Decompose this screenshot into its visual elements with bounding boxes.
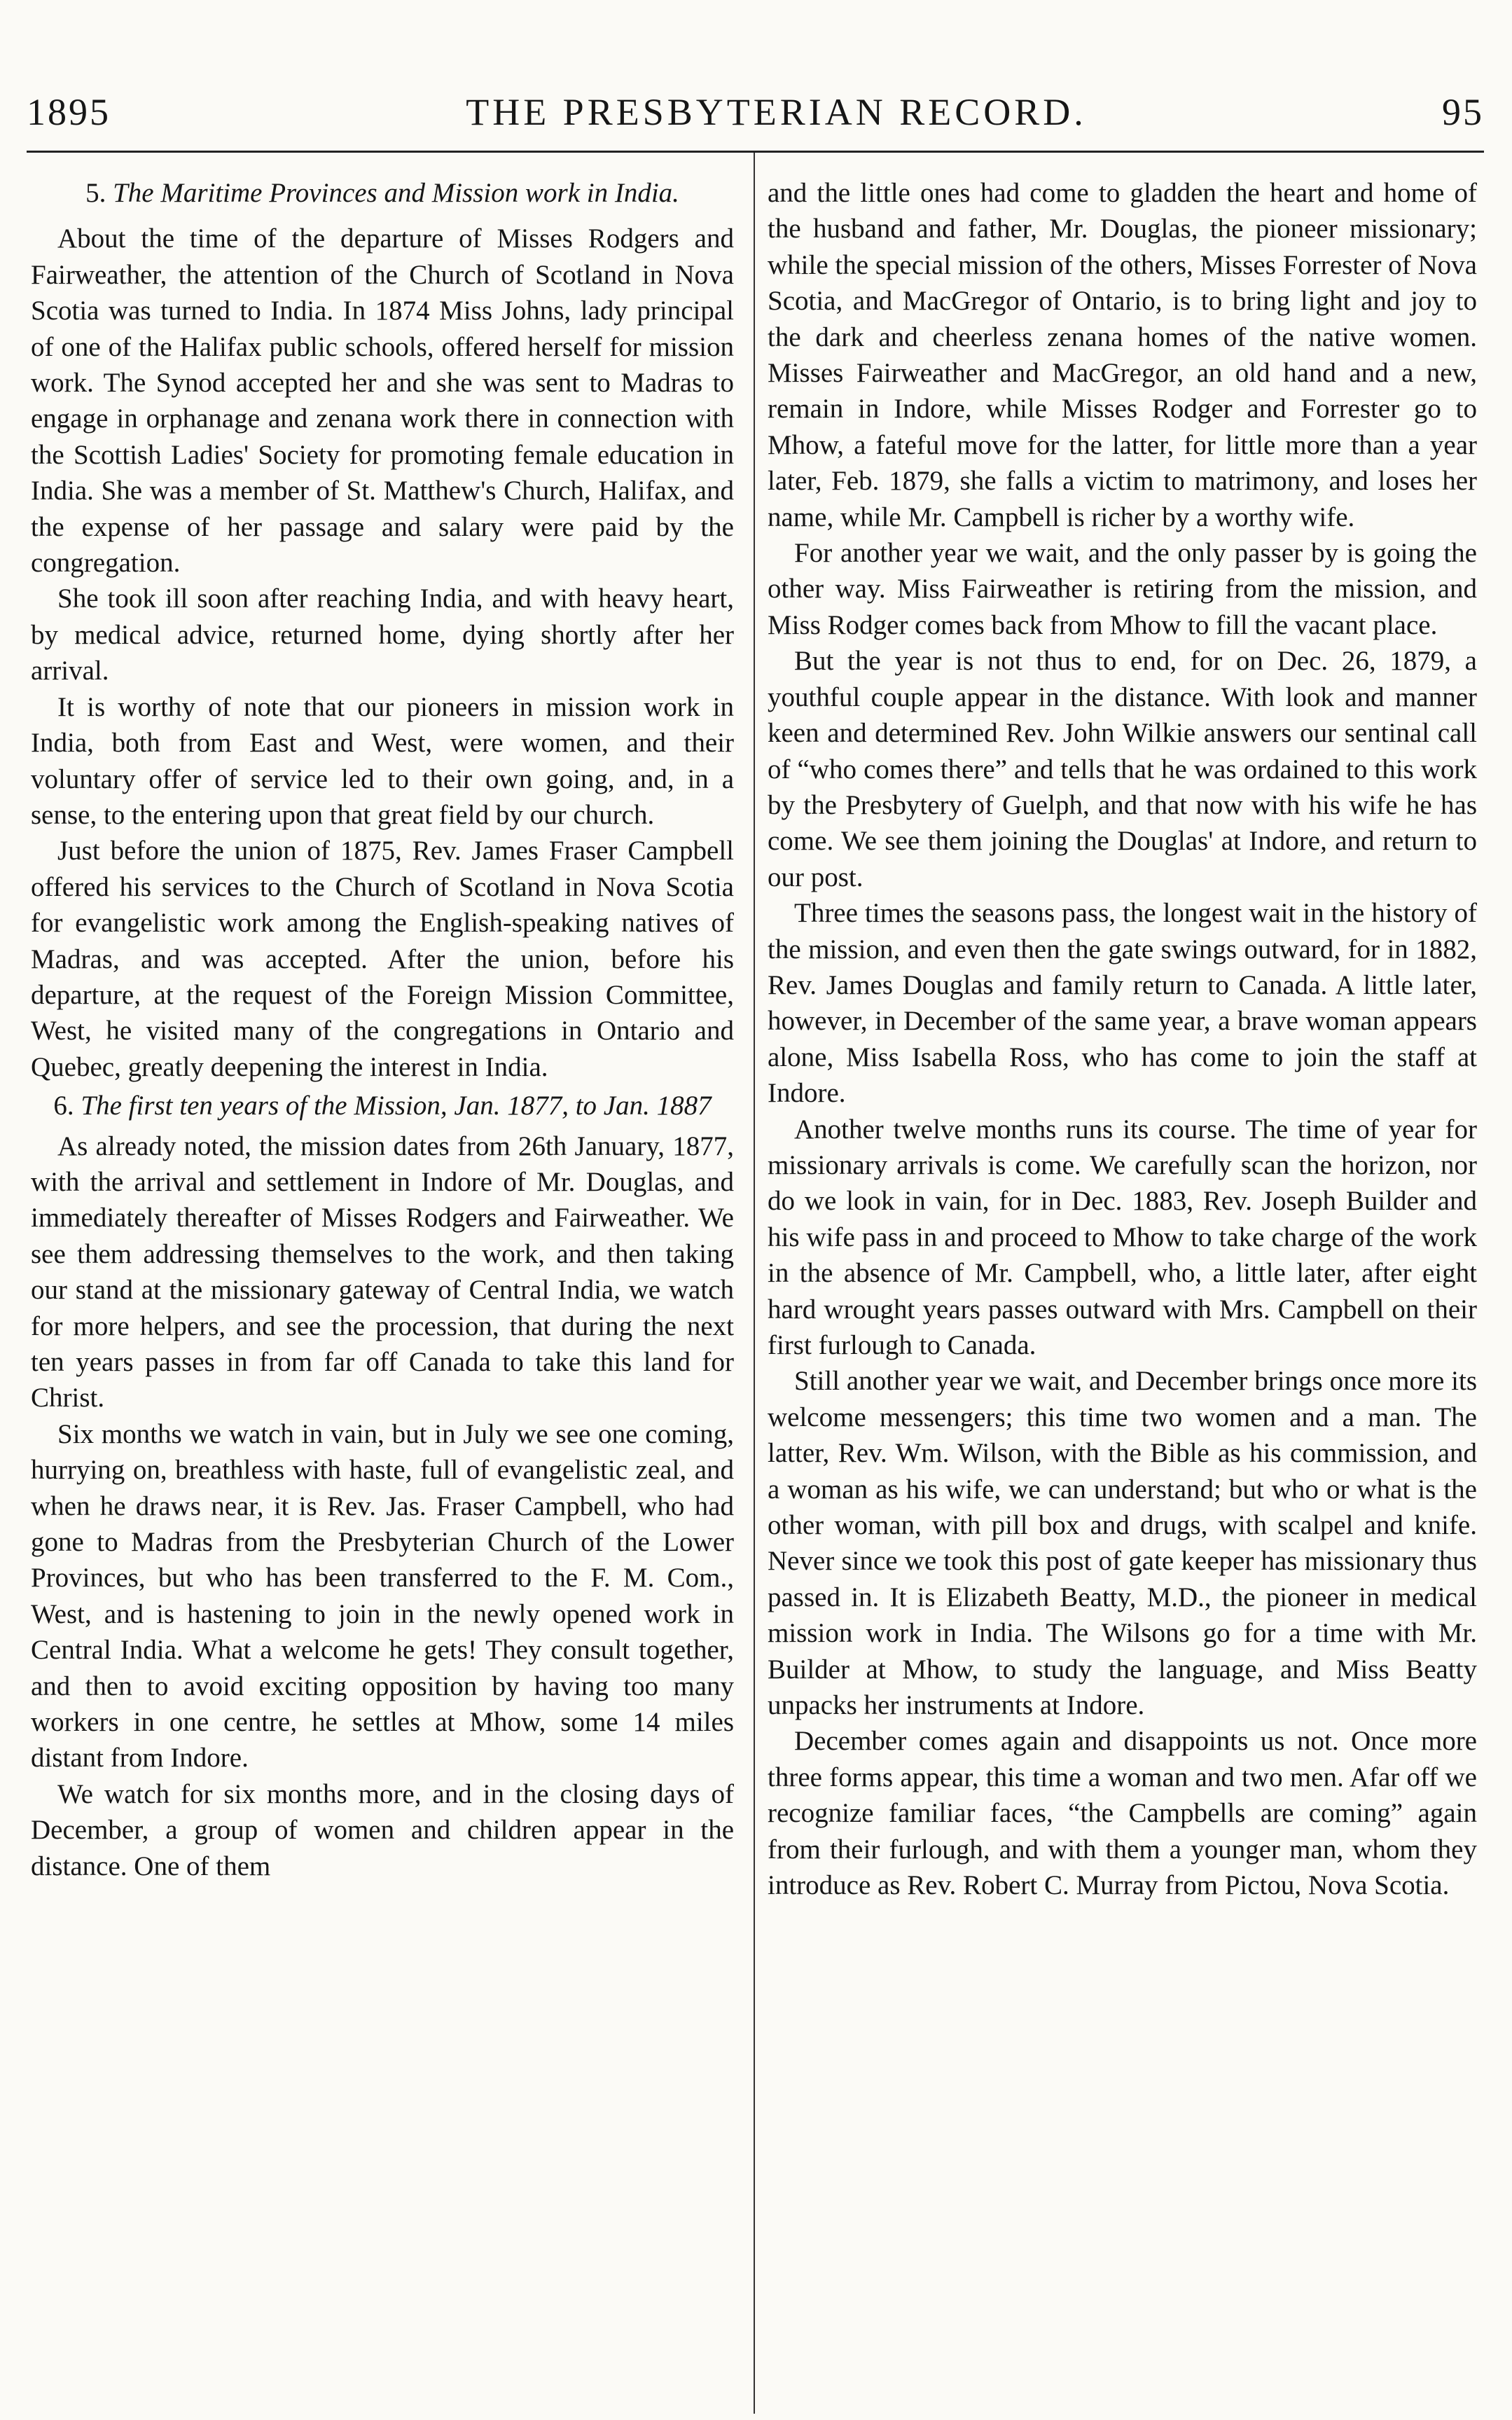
journal-title: THE PRESBYTERIAN RECORD. — [466, 91, 1087, 133]
right-column — [768, 175, 1477, 2413]
paragraph: Three times the seasons pass, the longest wait in the history of the mission, and even then the gate swings outward, for in 1882, Rev. James Douglas and family return to Canada. A little later, however, in December of the same year, a brave woman appears alone, Miss Isabella Ross, who has come to join the staff at Indore. — [768, 898, 1477, 1109]
paragraph: She took ill soon after reaching India, and with heavy heart, by medical advice, returned home, dying shortly after her arrival. — [31, 583, 734, 686]
column-divider — [754, 153, 755, 2414]
section-6-title: The first ten years of the Mission, Jan. 1877, to Jan. 1887 — [81, 1091, 712, 1121]
header-rule — [27, 151, 1484, 153]
section-6-number: 6. — [53, 1091, 74, 1121]
paragraph: Still another year we wait, and December brings once more its welcome messengers; this time two women and a man. The latter, Rev. Wm. Wilson, with the Bible as his commission, and a woman as his wife, we can understand; but who or what is the other woman, with pill box and drugs, with scalpel and knife. Never since we took this post of gate keeper has missionary thus passed in. It is Elizabeth Beatty, M.D., the pioneer in medical mission work in India. The Wilsons go for a time with Mr. Builder at Mhow, to study the language, and Miss Beatty unpacks her instruments at Indore. — [768, 1366, 1477, 1721]
paragraph: Six months we watch in vain, but in July we see one coming, hurrying on, breathless with haste, full of evangelistic zeal, and when he draws near, it is Rev. Jas. Fraser Campbell, who had gone to Madras from the Presbyterian Church of the Lower Provinces, but who has been transferred to the F. M. Com., West, and is hastening to join in the newly opened work in Central India. What a welcome he gets! They consult together, and then to avoid exciting opposition by having too many workers in one centre, he settles at Mhow, some 14 miles distant from Indore. — [31, 1418, 734, 1773]
paragraph: We watch for six months more, and in the closing days of December, a group of women and children appear in the distance. One of them — [31, 1778, 734, 1881]
page-header — [27, 84, 1484, 140]
paragraph: December comes again and disappoints us not. Once more three forms appear, this time a woman and two men. Afar off we recognize familiar faces, “the Campbells are coming” again from their furlough, and with them a younger man, whom they introduce as Rev. Robert C. Murray from Pictou, Nova Scotia. — [768, 1726, 1477, 1901]
page-number: 95 — [1441, 91, 1484, 133]
paragraph: It is worthy of note that our pioneers in mission work in India, both from East and West, were women, and their voluntary offer of service led to their own going, and, in a sense, to the entering upon that great field by our church. — [31, 691, 734, 830]
paragraph-continued: and the little ones had come to gladden the heart and home of the husband and father, Mr. Douglas, the pioneer missionary; while the special mission of the others, Misses Forrester of Nova Scotia, and MacGregor of Ontario, is to bring light and joy to the dark and cheerless zenana homes of the native women. Misses Fairweather and MacGregor, an old hand and a new, remain in Indore, while Misses Rodger and Forrester go to Mhow, a fateful move for the latter, for little more than a year later, Feb. 1879, she falls a victim to matrimony, and loses her name, while Mr. Campbell is richer by a worthy wife. — [768, 178, 1477, 532]
header-year: 1895 — [27, 91, 111, 133]
section-5-heading — [31, 175, 734, 211]
section-5-number: 5. — [85, 178, 106, 208]
left-column — [31, 175, 734, 2413]
paragraph: As already noted, the mission dates from 26th January, 1877, with the arrival and settlement in Indore of Mr. Douglas, and immediately thereafter of Misses Rodgers and Fairweather. We see them addressing themselves to the work, and then taking our stand at the missionary gateway of Central India, we watch for more helpers, and see the procession, that during the next ten years passes in from far off Canada to take this land for Christ. — [31, 1131, 734, 1413]
section-6-heading — [31, 1088, 734, 1123]
paragraph: For another year we wait, and the only passer by is going the other way. Miss Fairweather is retiring from the mission, and Miss Rodger comes back from Mhow to fill the vacant place. — [768, 538, 1477, 640]
paragraph: About the time of the departure of Misses Rodgers and Fairweather, the attention of the Church of Scotland in Nova Scotia was turned to India. In 1874 Miss Johns, lady principal of one of the Halifax public schools, offered herself for mission work. The Synod accepted her and she was sent to Madras to engage in orphanage and zenana work there in connection with the Scottish Ladies' Society for promoting female education in India. She was a member of St. Matthew's Church, Halifax, and the expense of her passage and salary were paid by the congregation. — [31, 223, 734, 579]
paragraph: Another twelve months runs its course. The time of year for missionary arrivals is come. We carefully scan the horizon, nor do we look in vain, for in Dec. 1883, Rev. Joseph Builder and his wife pass in and proceed to Mhow to take charge of the work in the absence of Mr. Campbell, who, a little later, after eight hard wrought years passes outward with Mrs. Campbell on their first furlough to Canada. — [768, 1114, 1477, 1360]
section-5-title: The Maritime Provinces and Mission work in India. — [113, 178, 679, 208]
paragraph: Just before the union of 1875, Rev. James Fraser Campbell offered his services to the Church of Scotland in Nova Scotia for evangelistic work among the English-speaking natives of Madras, and was accepted. After the union, before his departure, at the request of the Foreign Mission Committee, West, he visited many of the congregations in Ontario and Quebec, greatly deepening the interest in India. — [31, 836, 734, 1082]
paragraph: But the year is not thus to end, for on Dec. 26, 1879, a youthful couple appear in the distance. With look and manner keen and determined Rev. John Wilkie answers our sentinal call of “who comes there” and tells that he was ordained to this work by the Presbytery of Guelph, and that now with his wife he has come. We see them joining the Douglas' at Indore, and return to our post. — [768, 646, 1477, 892]
